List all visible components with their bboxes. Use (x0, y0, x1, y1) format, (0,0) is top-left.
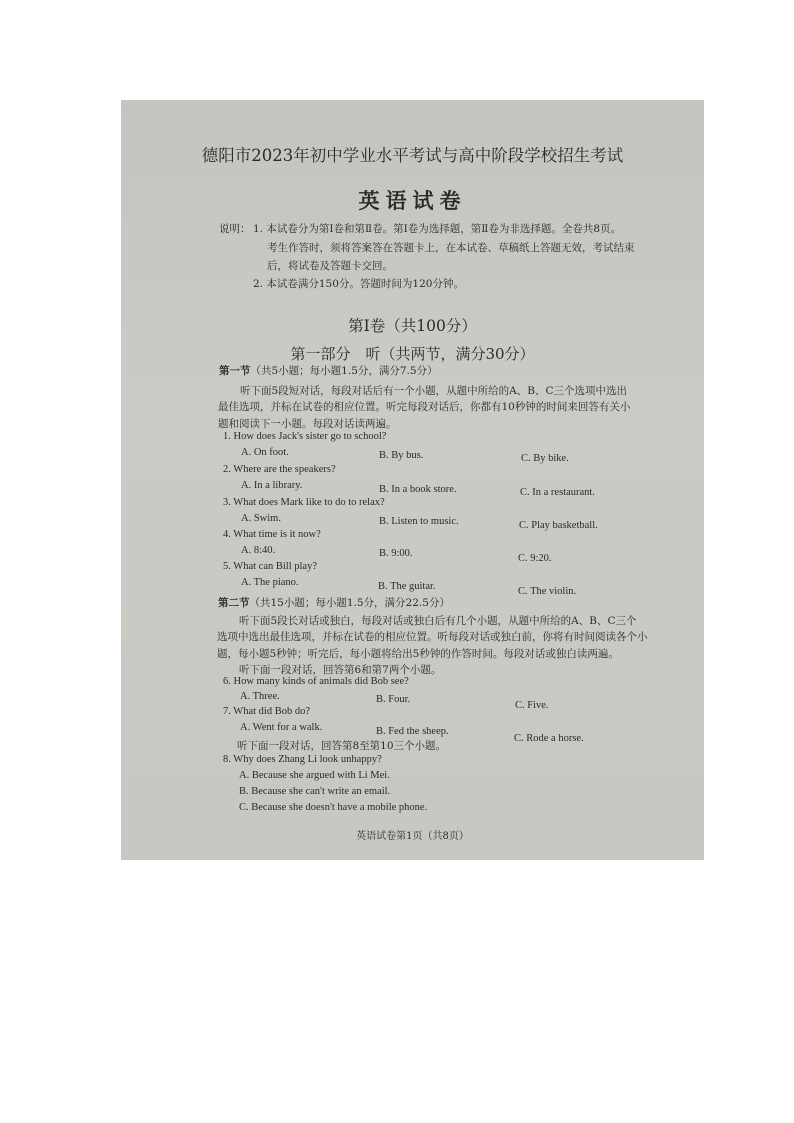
question-3: 3. What does Mark like to do to relax? (223, 497, 385, 508)
page-footer: 英语试卷第1页（共8页） (356, 831, 469, 842)
section2-para-line-1: 听下面5段长对话或独白，每段对话或独白后有几个小题，从题中所给的A、B、C三个 (239, 615, 637, 627)
part-heading: 第一部分 听（共两节，满分30分） (290, 345, 535, 363)
section2-para-line-3: 题，每小题5秒钟；听完后，每小题将给出5秒钟的作答时间。每段对话或独白读两遍。 (217, 648, 619, 660)
question-6-option-b: B. Four. (376, 694, 411, 705)
question-3-option-c: C. Play basketball. (519, 520, 598, 531)
question-2: 2. Where are the speakers? (223, 464, 336, 475)
question-5-option-a: A. The piano. (241, 577, 299, 588)
section2-para-line-2: 选项中选出最佳选项，并标在试卷的相应位置。听每段对话或独白前，你将有时间阅读各个小 (217, 631, 648, 643)
question-2-option-a: A. In a library. (241, 480, 303, 491)
question-1-option-b: B. By bus. (379, 450, 424, 461)
question-5-option-c: C. The violin. (518, 586, 577, 597)
question-4-option-b: B. 9:00. (379, 548, 413, 559)
section2-heading (218, 595, 450, 610)
section2-desc: （共15小题；每小题1.5分，满分22.5分） (249, 597, 450, 609)
question-6-option-a: A. Three. (240, 691, 280, 702)
question-8-option-b: B. Because she can't write an email. (239, 786, 391, 797)
question-7: 7. What did Bob do? (223, 706, 311, 717)
section1-para-line-3: 题和阅读下一小题。每段对话读两遍。 (218, 418, 397, 430)
question-5: 5. What can Bill play? (223, 561, 317, 572)
question-6-option-c: C. Five. (515, 700, 549, 711)
section1-desc: （共5小题；每小题1.5分，满分7.5分） (250, 365, 438, 377)
section2-para-line-4: 听下面一段对话，回答第6和第7两个小题。 (239, 664, 442, 676)
section2-dialogue-intro-2: 听下面一段对话，回答第8至第10三个小题。 (237, 740, 447, 752)
question-7-option-c: C. Rode a horse. (514, 733, 584, 744)
instruction-line-3: 后，将试卷及答题卡交回。 (267, 260, 393, 272)
question-3-option-a: A. Swim. (241, 513, 281, 524)
question-6: 6. How many kinds of animals did Bob see? (223, 676, 409, 687)
section1-para-line-2: 最佳选项，并标在试卷的相应位置。听完每段对话后，你都有10秒钟的时间来回答有关小 (218, 401, 631, 413)
question-7-option-b: B. Fed the sheep. (376, 726, 449, 737)
question-2-option-b: B. In a book store. (379, 484, 457, 495)
question-2-option-c: C. In a restaurant. (520, 487, 595, 498)
question-1-option-c: C. By bike. (521, 453, 569, 464)
exam-subtitle: 英语试卷 (358, 189, 467, 213)
instruction-line-2: 考生作答时，须将答案答在答题卡上，在本试卷、草稿纸上答题无效，考试结束 (267, 242, 635, 254)
question-4-option-a: A. 8:40. (241, 545, 276, 556)
section1-heading (219, 363, 438, 378)
exam-title: 德阳市2023年初中学业水平考试与高中阶段学校招生考试 (201, 146, 624, 165)
question-8-option-c: C. Because she doesn't have a mobile phone. (239, 802, 428, 813)
instruction-line-1: 1. 本试卷分为第Ⅰ卷和第Ⅱ卷。第Ⅰ卷为选择题，第Ⅱ卷为非选择题。全卷共8页。 (253, 223, 622, 235)
question-4-option-c: C. 9:20. (518, 553, 552, 564)
question-1: 1. How does Jack's sister go to school? (223, 431, 387, 442)
question-4: 4. What time is it now? (223, 529, 321, 540)
question-1-option-a: A. On foot. (241, 447, 289, 458)
question-7-option-a: A. Went for a walk. (240, 722, 323, 733)
instruction-line-4: 2. 本试卷满分150分。答题时间为120分钟。 (253, 278, 464, 290)
exam-page-photo (121, 100, 704, 860)
question-8-option-a: A. Because she argued with Li Mei. (239, 770, 390, 781)
question-8: 8. Why does Zhang Li look unhappy? (223, 754, 382, 765)
question-5-option-b: B. The guitar. (378, 581, 436, 592)
section1-para-line-1: 听下面5段短对话，每段对话后有一个小题，从题中所给的A、B、C三个选项中选出 (240, 385, 628, 397)
volume-heading: 第Ⅰ卷（共100分） (348, 317, 477, 335)
instructions-label: 说明： (219, 223, 251, 235)
section2-label: 第二节 (218, 597, 250, 609)
question-3-option-b: B. Listen to music. (379, 516, 459, 527)
section1-label: 第一节 (219, 365, 251, 377)
